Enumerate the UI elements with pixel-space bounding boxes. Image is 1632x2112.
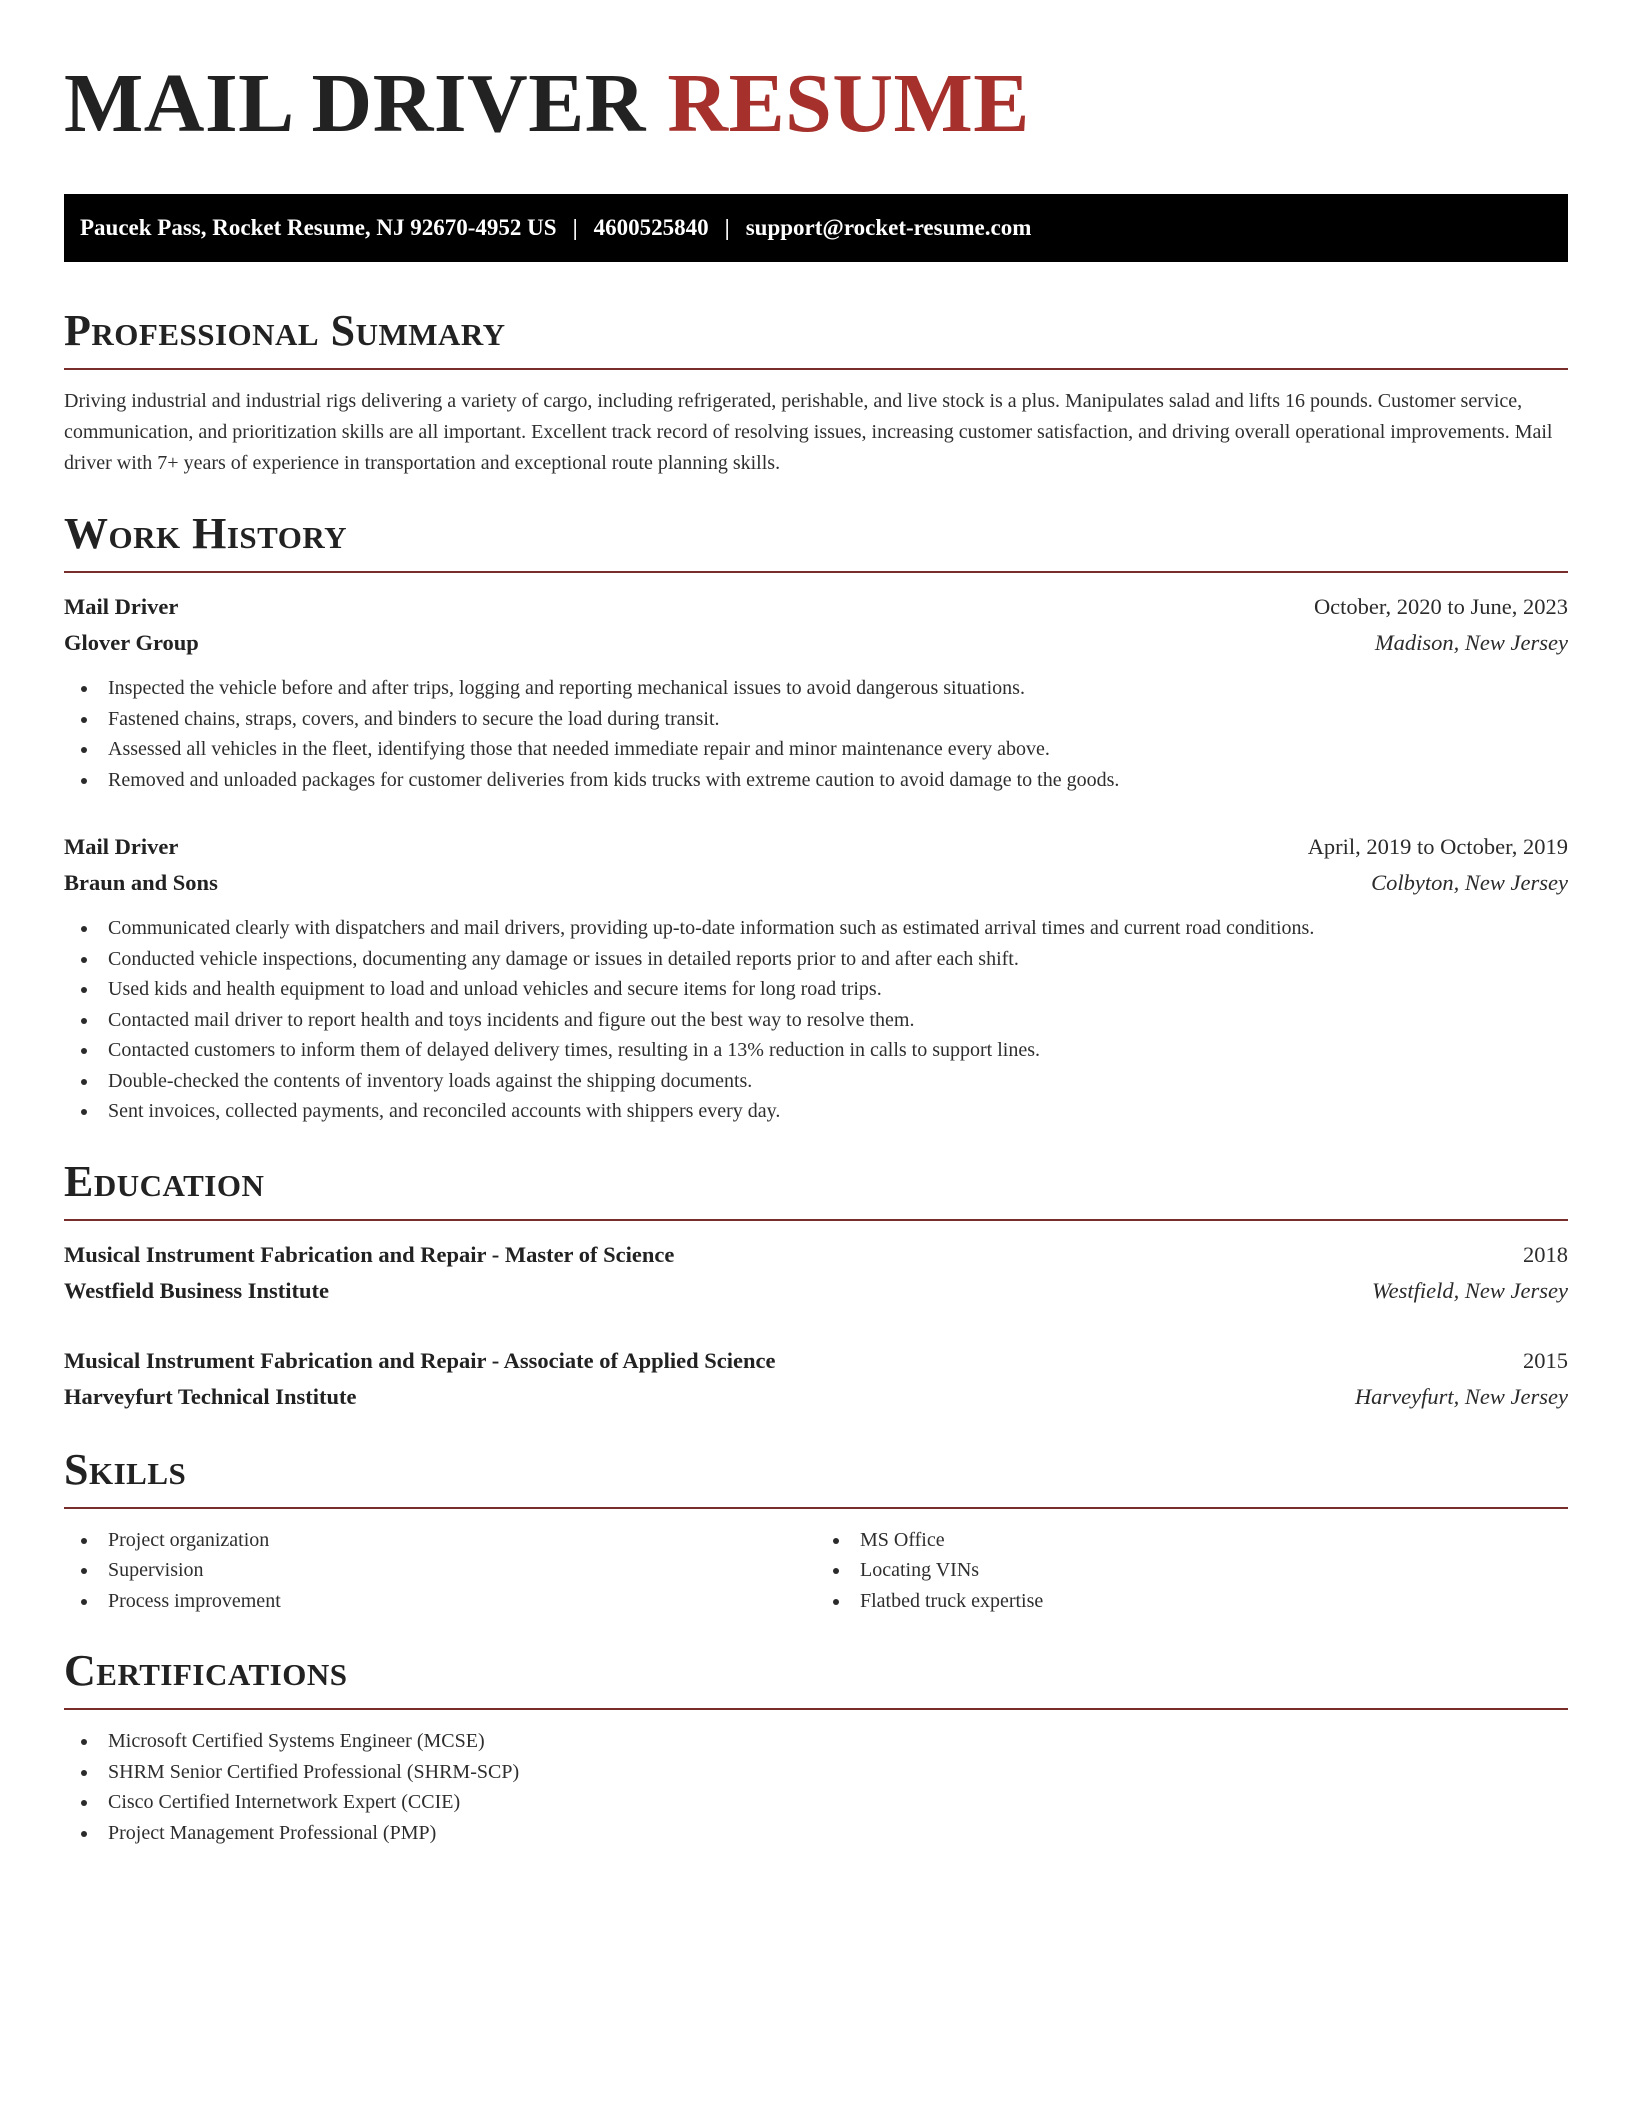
list-item: Removed and unloaded packages for customer deliveries from kids trucks with extreme caution to avoid damage to the goods. (64, 765, 1568, 796)
job-duties (64, 913, 1568, 1127)
job-dates: April, 2019 to October, 2019 (1307, 834, 1568, 859)
job-duties (64, 673, 1568, 795)
title-main: MAIL DRIVER (64, 57, 646, 150)
list-item: Conducted vehicle inspections, documenting any damage or issues in detailed reports prior to and after each shift. (64, 944, 1568, 975)
job-location: Colbyton, New Jersey (1371, 870, 1568, 895)
list-item: Supervision (64, 1555, 816, 1586)
section-divider (64, 368, 1568, 370)
list-item: Process improvement (64, 1586, 816, 1617)
degree-name: Musical Instrument Fabrication and Repair - Associate of Applied Science (64, 1347, 776, 1373)
education-entry (64, 1237, 1568, 1309)
contact-address: Paucek Pass, Rocket Resume, NJ 92670-4952 US (80, 215, 557, 240)
title-accent: RESUME (667, 57, 1030, 150)
degree-row (64, 1343, 1568, 1379)
job-dates: October, 2020 to June, 2023 (1313, 594, 1568, 619)
contact-separator: | (572, 215, 578, 240)
skills-column-left (64, 1525, 816, 1617)
list-item: Communicated clearly with dispatchers and mail drivers, providing up-to-date information such as estimated arrival times and current road conditions. (64, 913, 1568, 944)
contact-bar (64, 194, 1568, 262)
list-item: Flatbed truck expertise (816, 1586, 1568, 1617)
section-heading: Professional Summary (64, 306, 506, 355)
school-row (64, 1379, 1568, 1415)
list-item: Microsoft Certified Systems Engineer (MCSE) (64, 1726, 1568, 1757)
summary-section (64, 306, 1568, 479)
degree-year: 2015 (1523, 1347, 1568, 1373)
job-location: Madison, New Jersey (1374, 630, 1568, 655)
job-title-row (64, 589, 1568, 625)
education-section (64, 1157, 1568, 1415)
summary-text: Driving industrial and industrial rigs delivering a variety of cargo, including refrigerated, perishable, and live stock is a plus. Manipulates salad and lifts 16 pounds. Customer service, communication, and prioritization skills are all important. Excellent track record of resolving issues, increasing customer satisfaction, and driving overall operational improvements. Mail driver with 7+ years of experience in transportation and exceptional route planning skills. (64, 390, 1553, 474)
school-name: Westfield Business Institute (64, 1277, 330, 1303)
job-company: Braun and Sons (64, 870, 218, 895)
work-history-section (64, 509, 1568, 1127)
list-item: Double-checked the contents of inventory loads against the shipping documents. (64, 1066, 1568, 1097)
list-item: Locating VINs (816, 1555, 1568, 1586)
list-item: Contacted mail driver to report health and toys incidents and figure out the best way to resolve them. (64, 1005, 1568, 1036)
school-row (64, 1273, 1568, 1309)
contact-email: support@rocket-resume.com (745, 215, 1032, 240)
list-item: Cisco Certified Internetwork Expert (CCIE) (64, 1787, 1568, 1818)
list-item: Sent invoices, collected payments, and reconciled accounts with shippers every day. (64, 1096, 1568, 1127)
section-heading: Certifications (64, 1646, 348, 1695)
skills-column-right (816, 1525, 1568, 1617)
contact-separator: | (724, 215, 730, 240)
job-company-row (64, 865, 1568, 901)
job-entry (64, 589, 1568, 795)
list-item: Contacted customers to inform them of delayed delivery times, resulting in a 13% reduction in calls to support lines. (64, 1035, 1568, 1066)
resume-title (64, 56, 1568, 152)
skills-grid (64, 1525, 1568, 1617)
section-heading: Work History (64, 509, 348, 558)
degree-row (64, 1237, 1568, 1273)
skills-section (64, 1445, 1568, 1617)
job-title-row (64, 829, 1568, 865)
section-divider (64, 1708, 1568, 1710)
list-item: Fastened chains, straps, covers, and binders to secure the load during transit. (64, 704, 1568, 735)
section-divider (64, 1219, 1568, 1221)
school-name: Harveyfurt Technical Institute (64, 1383, 357, 1409)
job-title: Mail Driver (64, 594, 179, 619)
section-heading: Education (64, 1156, 265, 1206)
list-item: MS Office (816, 1525, 1568, 1556)
section-heading: Skills (64, 1444, 187, 1494)
section-divider (64, 1507, 1568, 1509)
job-entry (64, 829, 1568, 1127)
job-title: Mail Driver (64, 834, 179, 859)
certifications-section (64, 1646, 1568, 1848)
list-item: Assessed all vehicles in the fleet, identifying those that needed immediate repair and minor maintenance every above. (64, 734, 1568, 765)
section-divider (64, 571, 1568, 573)
list-item: Used kids and health equipment to load and unload vehicles and secure items for long road trips. (64, 974, 1568, 1005)
list-item: Project Management Professional (PMP) (64, 1818, 1568, 1849)
list-item: Inspected the vehicle before and after trips, logging and reporting mechanical issues to avoid dangerous situations. (64, 673, 1568, 704)
school-location: Harveyfurt, New Jersey (1354, 1383, 1568, 1409)
education-entry (64, 1343, 1568, 1415)
job-company-row (64, 625, 1568, 661)
degree-name: Musical Instrument Fabrication and Repair - Master of Science (64, 1241, 675, 1267)
degree-year: 2018 (1523, 1241, 1568, 1267)
list-item: Project organization (64, 1525, 816, 1556)
list-item: SHRM Senior Certified Professional (SHRM-SCP) (64, 1757, 1568, 1788)
contact-phone: 4600525840 (593, 215, 709, 240)
school-location: Westfield, New Jersey (1372, 1277, 1568, 1303)
job-company: Glover Group (64, 630, 199, 655)
certifications-list (64, 1726, 1568, 1848)
